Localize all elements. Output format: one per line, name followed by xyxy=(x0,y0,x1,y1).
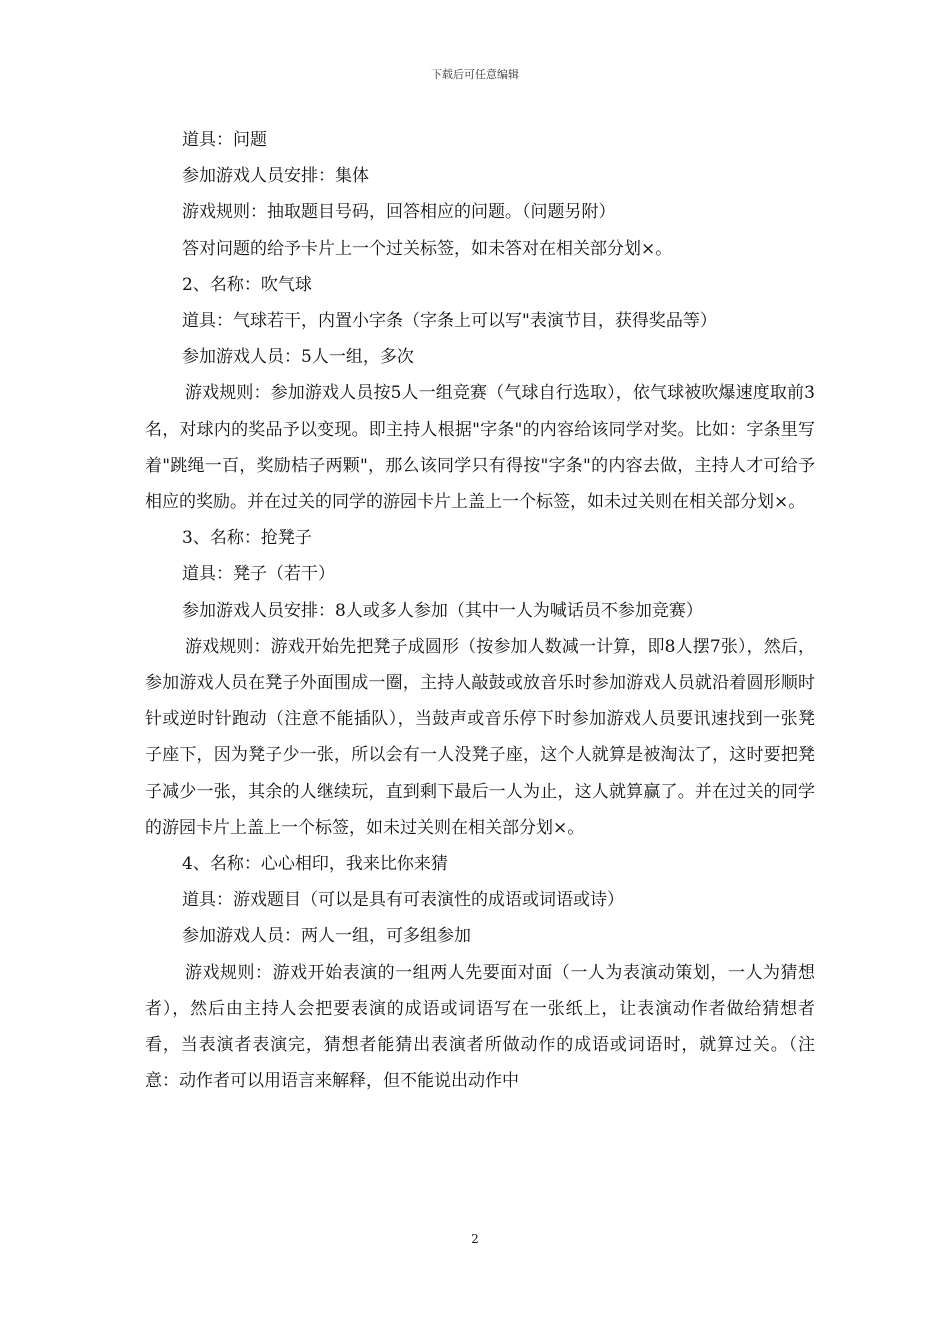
paragraph-props-chairs: 道具：凳子（若干） xyxy=(182,564,335,585)
document-body xyxy=(145,122,815,1099)
paragraph-rules-balloon: 游戏规则：参加游戏人员按5人一组竞赛（气球自行选取），依气球被吹爆速度取前3名，对球内的奖品予以变现。即主持人根据"字条"的内容给该同学对奖。比如：字条里写着"跳绳一百，奖励桔子两颗"，那么该同学只有得按"字条"的内容去做，主持人才可给予相应的奖励。并在过关的同学的游园卡片上盖上一个标签，如未过关则在相关部分划×。 xyxy=(145,383,815,513)
paragraph-props-charades: 道具：游戏题目（可以是具有可表演性的成语或词语或诗） xyxy=(182,890,624,911)
paragraph-rules-charades: 游戏规则：游戏开始表演的一组两人先要面对面（一人为表演动策划，一人为猜想者），然后由主持人会把要表演的成语或词语写在一张纸上，让表演动作者做给猜想者看，当表演者表演完，猜想者能猜出表演者所做动作的成语或词语时，就算过关。（注意：动作者可以用语言来解释，但不能说出动作中 xyxy=(145,962,815,1092)
section-heading-chairs: 3、名称：抢凳子 xyxy=(182,528,312,549)
page-number: 2 xyxy=(471,1232,479,1246)
paragraph-participants-group: 参加游戏人员安排：集体 xyxy=(182,166,369,187)
paragraph-participants-chairs: 参加游戏人员安排：8人或多人参加（其中一人为喊话员不参加竞赛） xyxy=(182,600,703,621)
paragraph-props-question: 道具：问题 xyxy=(182,130,267,150)
paragraph-participants-charades: 参加游戏人员：两人一组，可多组参加 xyxy=(182,926,471,947)
paragraph-props-balloon: 道具：气球若干，内置小字条（字条上可以写"表演节目，获得奖品等） xyxy=(182,311,717,332)
page-header: 下载后可任意编辑 xyxy=(431,68,519,81)
section-heading-balloon: 2、名称：吹气球 xyxy=(182,274,312,295)
paragraph-participants-balloon: 参加游戏人员：5人一组，多次 xyxy=(182,347,414,368)
paragraph-rules-quiz: 游戏规则：抽取题目号码，回答相应的问题。（问题另附） xyxy=(182,202,616,223)
section-heading-charades: 4、名称：心心相印，我来比你来猜 xyxy=(182,854,448,875)
paragraph-quiz-reward: 答对问题的给予卡片上一个过关标签，如未答对在相关部分划×。 xyxy=(182,238,673,259)
paragraph-rules-chairs: 游戏规则：游戏开始先把凳子成圆形（按参加人数减一计算，即8人摆7张），然后，参加游戏人员在凳子外面围成一圈，主持人敲鼓或放音乐时参加游戏人员就沿着圆形顺时针或逆时针跑动（注意不能插队），当鼓声或音乐停下时参加游戏人员要讯速找到一张凳子座下，因为凳子少一张，所以会有一人没凳子座，这个人就算是被淘汰了，这时要把凳子减少一张，其余的人继续玩，直到剩下最后一人为止，这人就算赢了。并在过关的同学的游园卡片上盖上一个标签，如未过关则在相关部分划×。 xyxy=(145,636,815,838)
